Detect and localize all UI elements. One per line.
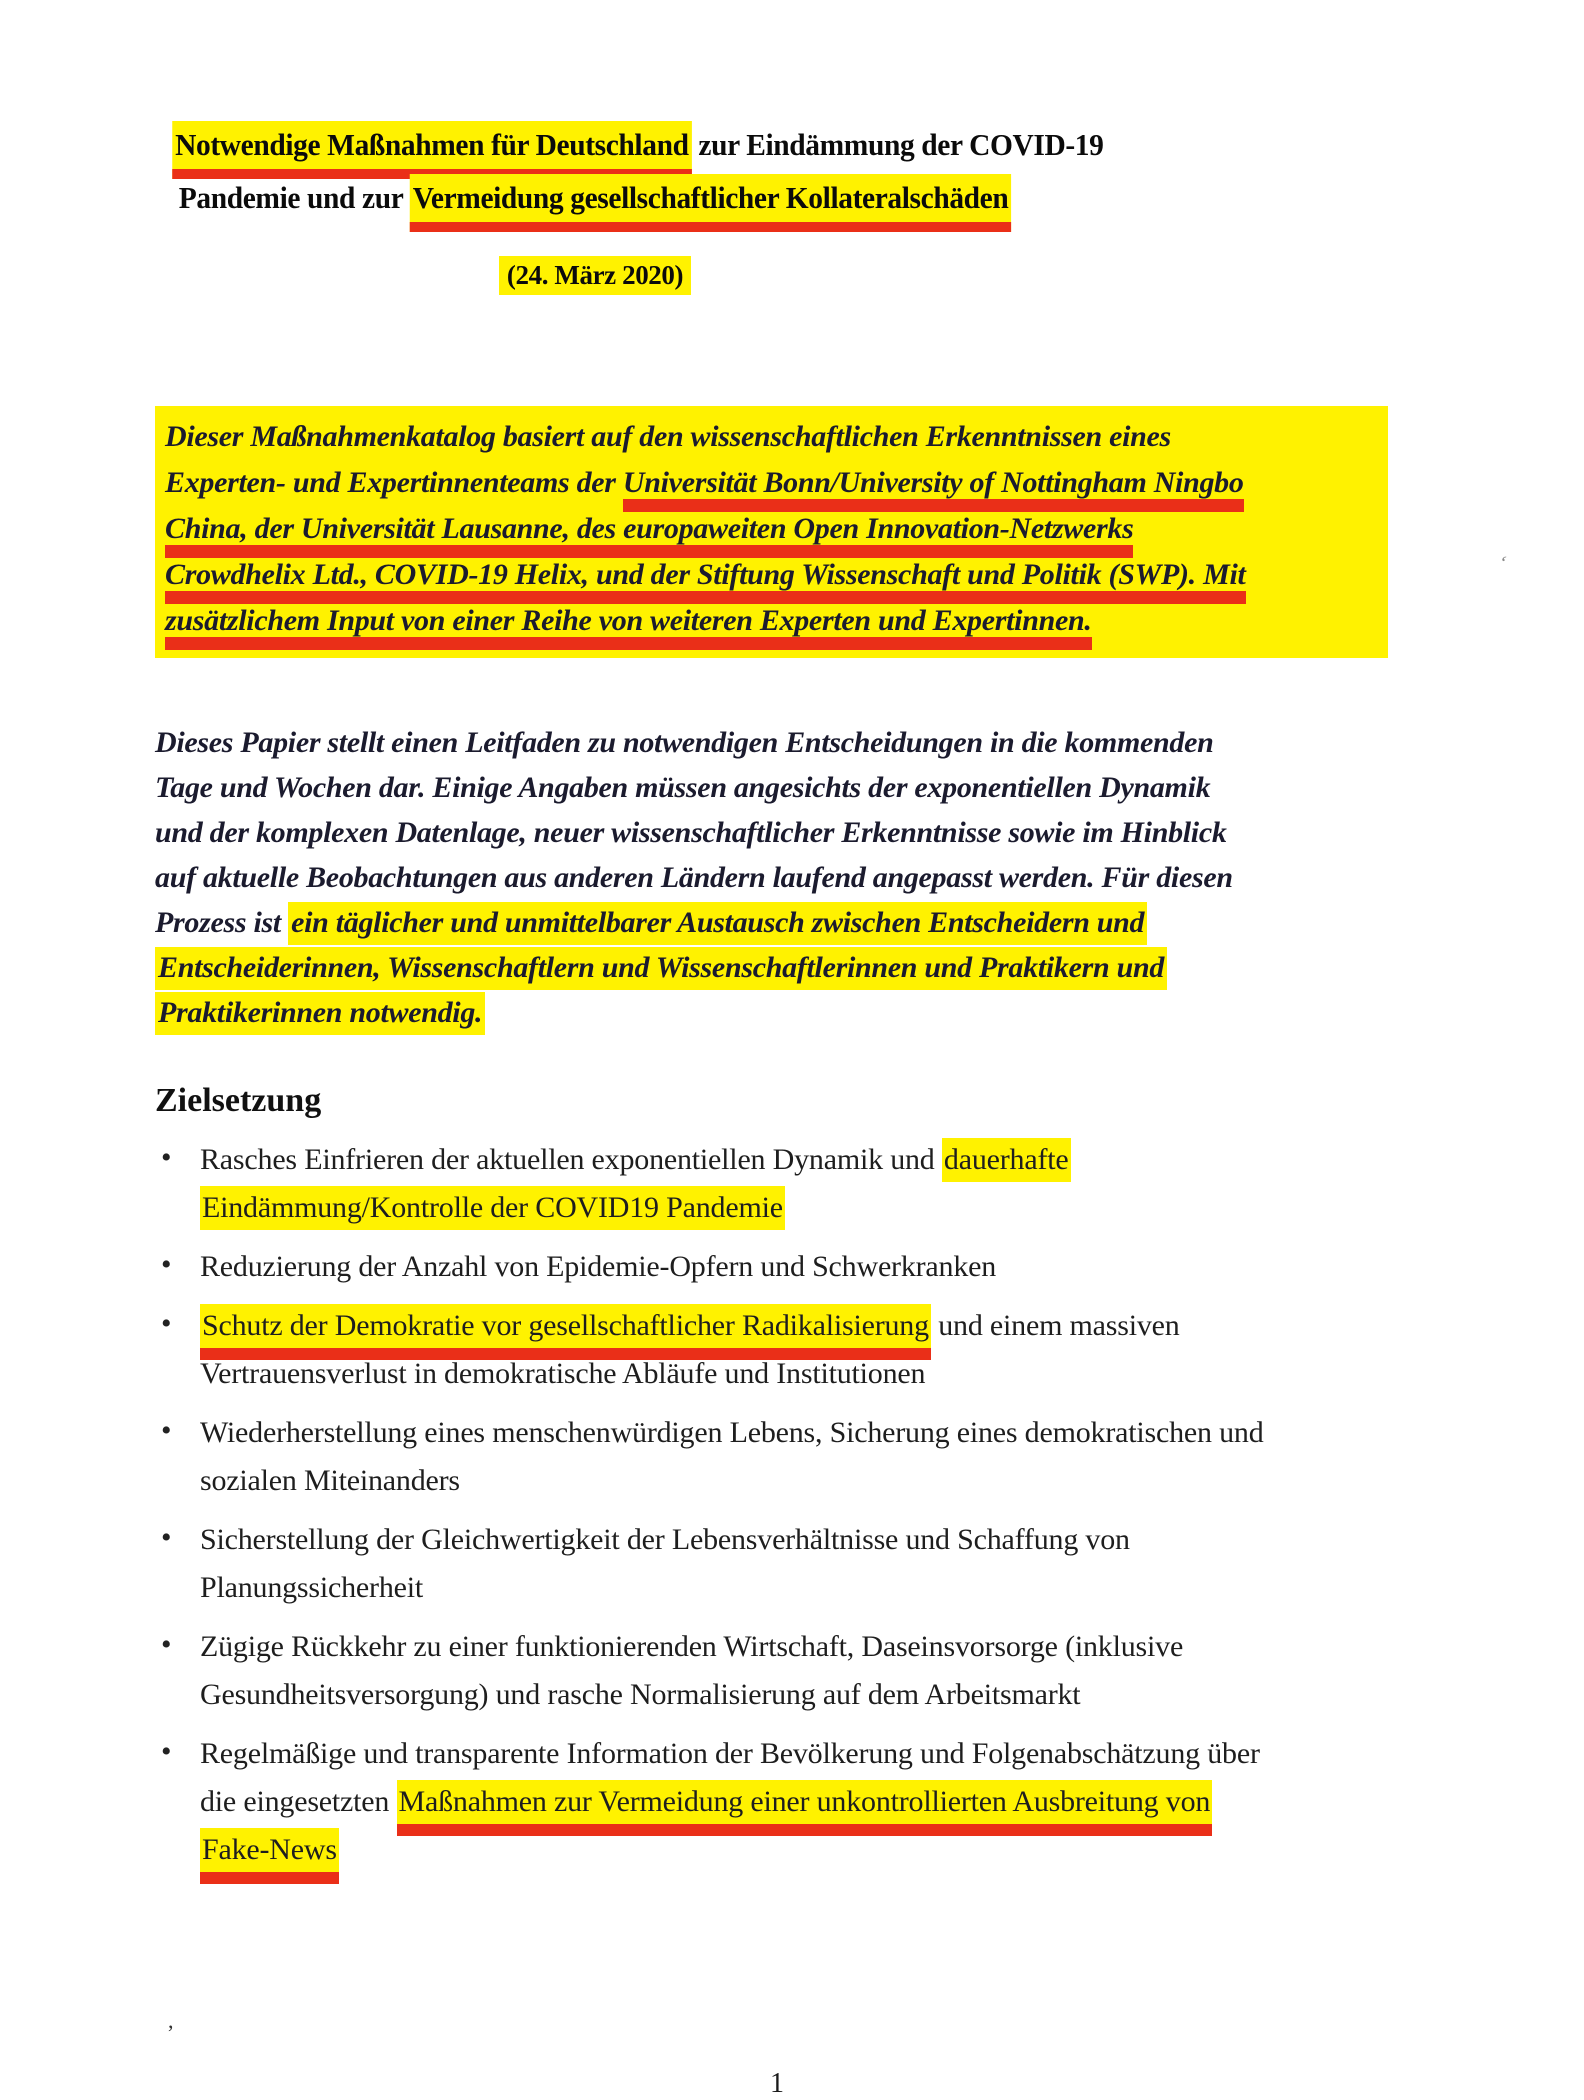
bullet-icon: • xyxy=(161,1414,172,1447)
title-highlighted-underlined: Notwendige Maßnahmen für Deutschland xyxy=(172,121,691,179)
bullet-item-5 xyxy=(155,1516,1455,1612)
bullet-text xyxy=(200,1136,1455,1232)
bullet-icon: • xyxy=(161,1735,172,1768)
title-line-2 xyxy=(172,171,1018,224)
bullet-item-3 xyxy=(155,1302,1455,1398)
scan-speck: , xyxy=(168,2008,174,2033)
guidance-line-4: auf aktuelle Beobachtungen aus anderen Ländern laufend angepasst werden. Für diesen xyxy=(155,861,1233,894)
guidance-line-3: und der komplexen Datenlage, neuer wissenschaftlicher Erkenntnisse sowie im Hinblick xyxy=(155,816,1227,849)
bullet-item-1 xyxy=(155,1136,1455,1232)
bullet-highlighted-underlined: Schutz der Demokratie vor gesellschaftlicher Radikalisierung xyxy=(200,1304,931,1360)
bullet-2-line-1: Reduzierung der Anzahl von Epidemie-Opfern und Schwerkranken xyxy=(200,1250,997,1283)
bullet-plain: Rasches Einfrieren der aktuellen exponentiellen Dynamik und xyxy=(200,1143,942,1176)
bullet-highlighted-underlined: Maßnahmen zur Vermeidung einer unkontrollierten Ausbreitung von xyxy=(397,1780,1213,1836)
document-title xyxy=(150,118,1104,302)
bullet-text xyxy=(200,1516,1455,1612)
bullet-6-line-2: Gesundheitsversorgung) und rasche Normalisierung auf dem Arbeitsmarkt xyxy=(200,1678,1081,1711)
bullet-3-line-2: Vertrauensverlust in demokratische Abläufe und Institutionen xyxy=(200,1357,926,1390)
bullet-1-line-2 xyxy=(200,1184,1455,1232)
page-number-partial: 1 xyxy=(770,2068,784,2099)
intro-paragraph xyxy=(155,406,1388,658)
bullet-text xyxy=(200,1623,1455,1719)
guidance-line-7 xyxy=(155,990,1445,1035)
bullet-highlighted: dauerhafte xyxy=(942,1138,1071,1182)
guidance-line-6 xyxy=(155,945,1445,990)
bullet-item-6 xyxy=(155,1623,1455,1719)
bullet-icon: • xyxy=(161,1628,172,1661)
title-highlighted-underlined: Vermeidung gesellschaftlicher Kollateralschäden xyxy=(410,174,1011,232)
date-highlighted: (24. März 2020) xyxy=(499,256,691,295)
bullet-icon: • xyxy=(161,1521,172,1554)
intro-line-4 xyxy=(165,552,1376,598)
intro-line-1: Dieser Maßnahmenkatalog basiert auf den wissenschaftlichen Erkenntnissen eines xyxy=(165,420,1171,453)
bullet-3-line-1 xyxy=(200,1302,1455,1350)
bullet-icon: • xyxy=(161,1141,172,1174)
bullet-text xyxy=(200,1243,1455,1291)
guidance-line-1: Dieses Papier stellt einen Leitfaden zu notwendigen Entscheidungen in die kommenden xyxy=(155,726,1214,759)
guidance-line-2: Tage und Wochen dar. Einige Angaben müssen angesichts der exponentiellen Dynamik xyxy=(155,771,1211,804)
guidance-highlighted: Entscheiderinnen, Wissenschaftlern und Wissenschaftlerinnen und Praktikern und xyxy=(155,947,1167,990)
bullet-5-line-1: Sicherstellung der Gleichwertigkeit der Lebensverhältnisse und Schaffung von xyxy=(200,1523,1130,1556)
guidance-highlighted: ein täglicher und unmittelbarer Austausch zwischen Entscheidern und xyxy=(288,902,1147,945)
intro-line-3 xyxy=(165,506,1376,552)
bullet-item-7 xyxy=(155,1730,1455,1874)
scan-speck: ʻ xyxy=(1495,551,1510,575)
intro-underlined: zusätzlichem Input von einer Reihe von weiteren Experten und Expertinnen. xyxy=(165,604,1092,650)
bullet-7-line-2 xyxy=(200,1778,1455,1826)
bullet-highlighted-underlined: Fake-News xyxy=(200,1828,339,1884)
bullet-icon: • xyxy=(161,1307,172,1340)
intro-line-5 xyxy=(165,598,1376,644)
goals-bullet-list xyxy=(155,1136,1455,1885)
bullet-6-line-1: Zügige Rückkehr zu einer funktionierenden Wirtschaft, Daseinsvorsorge (inklusive xyxy=(200,1630,1184,1663)
bullet-7-line-1: Regelmäßige und transparente Information der Bevölkerung und Folgenabschätzung über xyxy=(200,1737,1260,1770)
bullet-item-2 xyxy=(155,1243,1455,1291)
bullet-item-4 xyxy=(155,1409,1455,1505)
guidance-line-5 xyxy=(155,900,1445,945)
title-plain: Pandemie und zur xyxy=(178,180,410,215)
guidance-paragraph xyxy=(155,720,1445,1035)
intro-underlined: Universität Bonn/University of Nottingham Ningbo xyxy=(623,466,1244,512)
bullet-4-line-1: Wiederherstellung eines menschenwürdigen Lebens, Sicherung eines demokratischen und xyxy=(200,1416,1264,1449)
intro-underlined: China, der Universität Lausanne, des europaweiten Open Innovation-Netzwerks xyxy=(165,512,1133,558)
title-plain: zur Eindämmung der COVID-19 xyxy=(691,127,1104,162)
guidance-highlighted: Praktikerinnen notwendig. xyxy=(155,992,485,1035)
bullet-plain: die eingesetzten xyxy=(200,1785,397,1818)
intro-plain: Experten- und Expertinnenteams der xyxy=(165,466,623,499)
document-date xyxy=(150,249,1040,302)
guidance-plain: Prozess ist xyxy=(155,906,289,939)
bullet-text xyxy=(200,1730,1455,1874)
bullet-4-line-2: sozialen Miteinanders xyxy=(200,1464,460,1497)
section-heading: Zielsetzung xyxy=(155,1082,322,1119)
title-line-1 xyxy=(172,118,1104,171)
bullet-icon: • xyxy=(161,1248,172,1281)
bullet-text xyxy=(200,1409,1455,1505)
bullet-text xyxy=(200,1302,1455,1398)
bullet-5-line-2: Planungssicherheit xyxy=(200,1571,424,1604)
bullet-plain: und einem massiven xyxy=(930,1309,1180,1342)
bullet-1-line-1 xyxy=(200,1136,1455,1184)
bullet-highlighted: Eindämmung/Kontrolle der COVID19 Pandemie xyxy=(200,1186,785,1230)
intro-underlined: Crowdhelix Ltd., COVID-19 Helix, und der Stiftung Wissenschaft und Politik (SWP). Mit xyxy=(165,558,1246,604)
intro-line-2 xyxy=(165,460,1376,506)
